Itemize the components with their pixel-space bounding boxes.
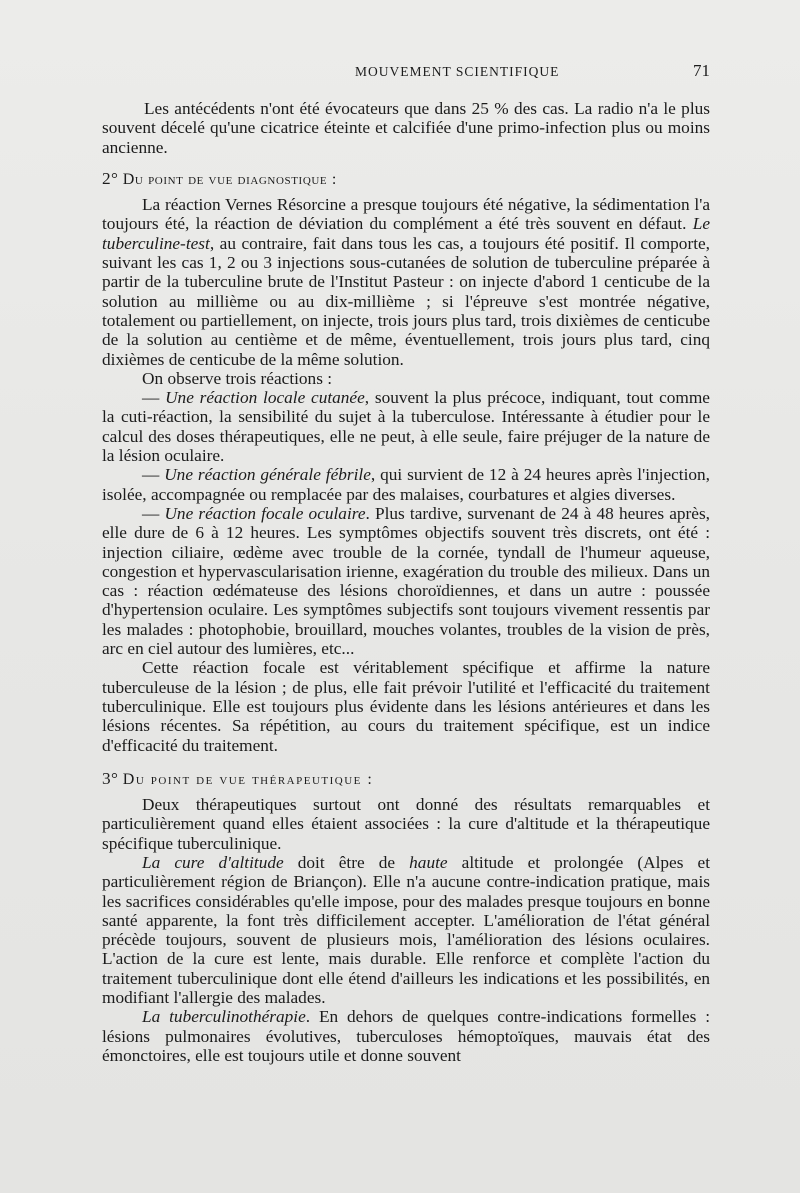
page-number: 71	[693, 61, 710, 80]
running-head	[0, 61, 800, 88]
text-run: La réaction Vernes Résorcine a presque toujours été négative, la sédimentation l'a toujours été, la réaction de déviation du complément a été très souvent en défaut.	[102, 195, 710, 234]
section-heading-therapeutique	[102, 769, 710, 789]
paragraph-reaction-focale-specifique: Cette réaction focale est véritablement spécifique et affirme la nature tuberculeuse de la lésion ; de plus, elle fait prévoir l'utilité et l'efficacité du traitement tuberculinique. Elle est toujours plus évidente dans les lésions antérieures et dans les lésions récentes. Sa répétition, au cours du traitement spécifique, est un indice d'efficacité du traitement.	[102, 658, 710, 755]
italic-term: Une réaction générale fébrile	[164, 465, 371, 485]
section-heading-diagnostic	[102, 169, 710, 189]
section-number: 3°	[102, 768, 119, 788]
section-title: Du point de vue diagnostique :	[122, 170, 337, 188]
italic-term: Le tuberculine-test	[102, 214, 710, 253]
italic-term: haute	[409, 852, 448, 872]
text-run: , au contraire, fait dans tous les cas, a toujours été positif. Il comporte, suivant les cas 1, 2 ou 3 injections sous-cutanées de solution de tuberculine préparée à partir de la tuberculine brute de l'Institut Pasteur : on injecte d'abord 1 centicube de la solution au millième ou au dix-millième ; si l'épreuve s'est montrée négative, totalement ou partiellement, on injecte, trois jours plus tard, trois dixièmes de centicube de la solution au centième et de même, éventuellement, trois jours plus tard, cinq dixièmes de centicube de la même solution.	[102, 233, 710, 369]
text-run: doit être de	[283, 852, 410, 872]
paragraph-trois-reactions: On observe trois réactions :	[142, 368, 333, 388]
dash: —	[142, 465, 165, 485]
page-body	[102, 99, 710, 1065]
paragraph-deux-therapeutiques: Deux thérapeutiques surtout ont donné des résultats remarquables et particulièrement quand elles étaient associées : la cure d'altitude et la thérapeutique spécifique tuberculinique.	[102, 795, 710, 853]
paragraph-tuberculinotherapie	[102, 1007, 710, 1065]
list-item-reaction-focale	[102, 504, 710, 658]
running-title: MOUVEMENT SCIENTIFIQUE	[355, 64, 560, 79]
paragraph-cure-altitude	[102, 853, 710, 1007]
dash: —	[142, 503, 165, 523]
paragraph-reactions-serologiques	[102, 195, 710, 369]
italic-term: La cure d'altitude	[142, 852, 284, 872]
paragraph-antecedents: Les antécédents n'ont été évocateurs que dans 25 % des cas. La radio n'a le plus souvent décelé qu'une cicatrice éteinte et calcifiée d'une primo-infection plus ou moins ancienne.	[102, 99, 710, 157]
italic-term: La tuberculinothérapie	[142, 1007, 306, 1027]
text-run: . En dehors de quelques contre-indications formelles : lésions pulmonaires évolutives, tuberculoses hémoptoïques, mauvais état des émonctoires, elle est toujours utile et donne souvent	[102, 1007, 710, 1065]
text-run: altitude et prolongée (Alpes et particulièrement région de Briançon). Elle n'a aucune contre-indication pratique, mais les sacrifices considérables qu'elle impose, pour des malades presque toujours en bonne santé apparente, la font très difficilement accepter. L'amélioration de l'état général précède toujours, souvent de plusieurs mois, l'amélioration des lésions oculaires. L'action de la cure est lente, mais durable. Elle renforce et complète l'action du traitement tuberculinique dont elle étend d'ailleurs les indications et les possibilités, en modifiant l'allergie des malades.	[102, 852, 711, 1008]
text-run: , qui survient de 12 à 24 heures après l'injection, isolée, accompagnée ou remplacée par des malaises, courbatures et algies diverses.	[102, 465, 710, 504]
italic-term: Une réaction focale oculaire	[164, 503, 366, 523]
italic-term: Une réaction locale cutanée	[165, 388, 365, 408]
text-run: , souvent la plus précoce, indiquant, tout comme la cuti-réaction, la sensibilité du sujet à la tuberculose. Intéressante à étudier pour le calcul des doses thérapeutiques, elle ne peut, à elle seule, faire préjuger de la nature de la lésion oculaire.	[102, 388, 710, 466]
dash: —	[142, 388, 166, 408]
section-title: Du point de vue thérapeutique :	[122, 770, 374, 788]
list-item-reaction-locale	[102, 388, 710, 465]
section-number: 2°	[102, 168, 119, 188]
list-item-reaction-generale	[102, 465, 710, 504]
text-run: . Plus tardive, survenant de 24 à 48 heures après, elle dure de 6 à 12 heures. Les symptômes objectifs souvent très discrets, ont été : injection ciliaire, œdème avec trouble de la cornée, tyndall de l'humeur aqueuse, congestion et hypervascularisation irienne, exagération du trouble des milieux. Dans un cas : réaction œdémateuse des lésions choroïdiennes, et dans un autre : poussée d'hypertension oculaire. Les symptômes subjectifs sont toujours vivement ressentis par les malades : photophobie, brouillard, mouches volantes, troubles de la vision de près, arc en ciel autour des lumières, etc...	[102, 503, 710, 659]
